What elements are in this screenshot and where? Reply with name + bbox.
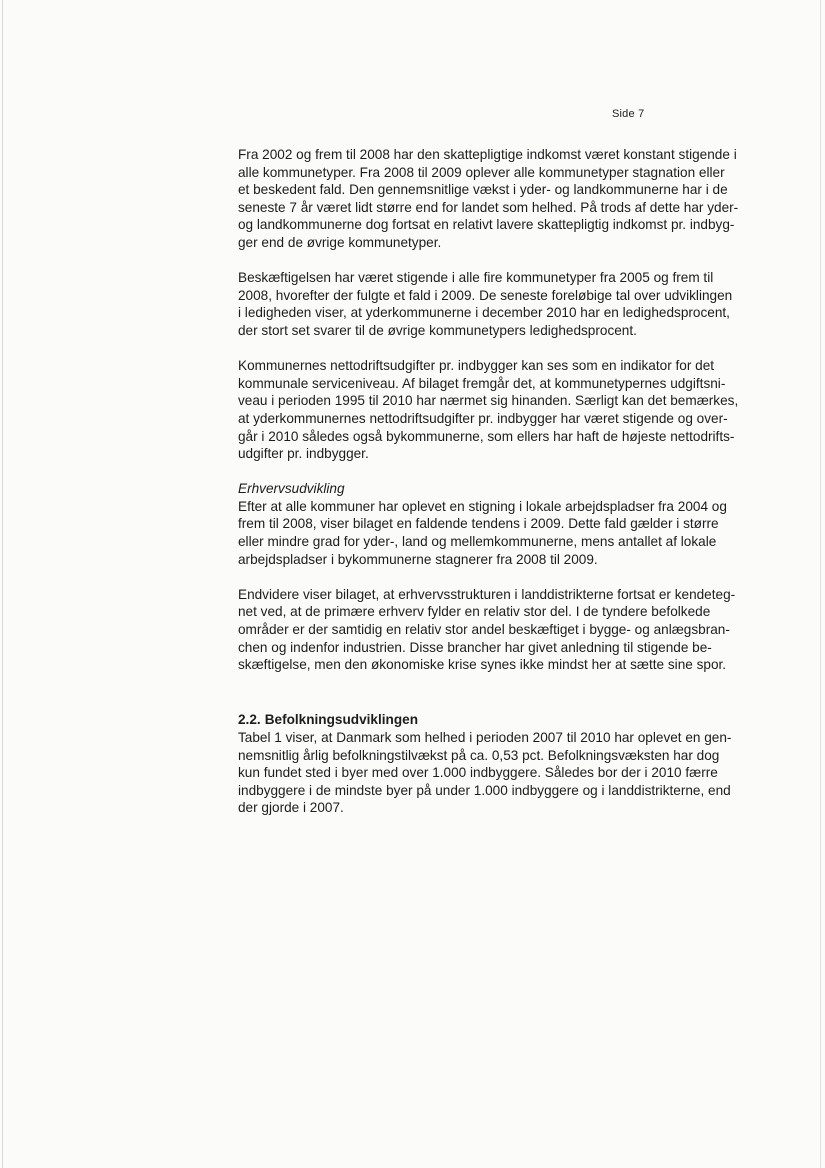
paragraph-business-structure: Endvidere viser bilaget, at erhvervsstrukturen i landdistrikterne fortsat er kendeteg- net ved, at de primære erhverv fylder en relativ stor del. I de tyndere befolkede områder er der samtidig en relativ stor andel beskæftiget i bygge- og anlægsbran- chen og indenfor industrien. Disse brancher har givet anledning til stigende be- skæftigelse, men den økonomiske krise synes ikke mindst her at sætte sine spor. <box>238 586 736 673</box>
paragraph-workplaces: Efter at alle kommuner har oplevet en stigning i lokale arbejdspladser fra 2004 og frem til 2008, viser bilaget en faldende tendens i 2009. Dette fald gælder i større eller mindre grad for yder-, land og mellemkommunerne, mens antallet af lokale arbejdspladser i bykommunerne stagnerer fra 2008 til 2009. <box>238 498 727 567</box>
scan-edge-right <box>820 0 821 1168</box>
page-number: Side 7 <box>612 108 645 120</box>
scan-edge-left <box>2 0 3 1168</box>
section-title: Befolkningsudviklingen <box>264 712 419 728</box>
paragraph-taxable-income: Fra 2002 og frem til 2008 har den skattepligtige indkomst været konstant stigende i alle kommunetyper. Fra 2008 til 2009 oplever alle kommunetyper stagnation eller et beskedent fald. Den gennemsnitlige vækst i yder- og landkommunerne har i de seneste 7 år været lidt større end for landet som helhed. På trods af dette har yder- og landkommunerne dog fortsat en relativt lavere skattepligtig indkomst pr. indbyg- ger end de øvrige kommunetyper. <box>238 147 739 250</box>
paragraph-employment: Beskæftigelsen har været stigende i alle fire kommunetyper fra 2005 og frem til 2008, hvorefter der fulgte et fald i 2009. De seneste foreløbige tal over udviklingen i ledigheden viser, at yderkommunerne i december 2010 har en ledighedsprocent, der stort set svarer til de øvrige kommunetypers ledighedsprocent. <box>238 270 733 338</box>
section-gap <box>238 691 758 711</box>
document-body <box>238 146 758 835</box>
subheading-erhvervsudvikling: Erhvervsudvikling <box>238 481 345 497</box>
section-heading <box>238 711 758 729</box>
section-number: 2.2. <box>238 712 261 728</box>
paragraph-population: Tabel 1 viser, at Danmark som helhed i perioden 2007 til 2010 har oplevet en gen- nemsnitlig årlig befolkningstilvækst på ca. 0,53 pct. Befolkningsvæksten har dog kun fundet sted i byer med over 1.000 indbyggere. Således bor der i 2010 færre indbyggere i de mindste byer på under 1.000 indbyggere og i landdistrikterne, end der gjorde i 2007. <box>238 730 732 816</box>
paragraph-operating-expenses: Kommunernes nettodriftsudgifter pr. indbygger kan ses som en indikator for det kommunale serviceniveau. Af bilaget fremgår det, at kommunetypernes udgiftsni- veau i perioden 1995 til 2010 har nærmet sig hinanden. Særligt kan det bemærkes, at yderkommunernes nettodriftsudgifter pr. indbygger har været stigende og over- går i 2010 således også bykommunerne, som ellers har haft de højeste nettodrifts- udgifter pr. indbygger. <box>238 358 739 462</box>
